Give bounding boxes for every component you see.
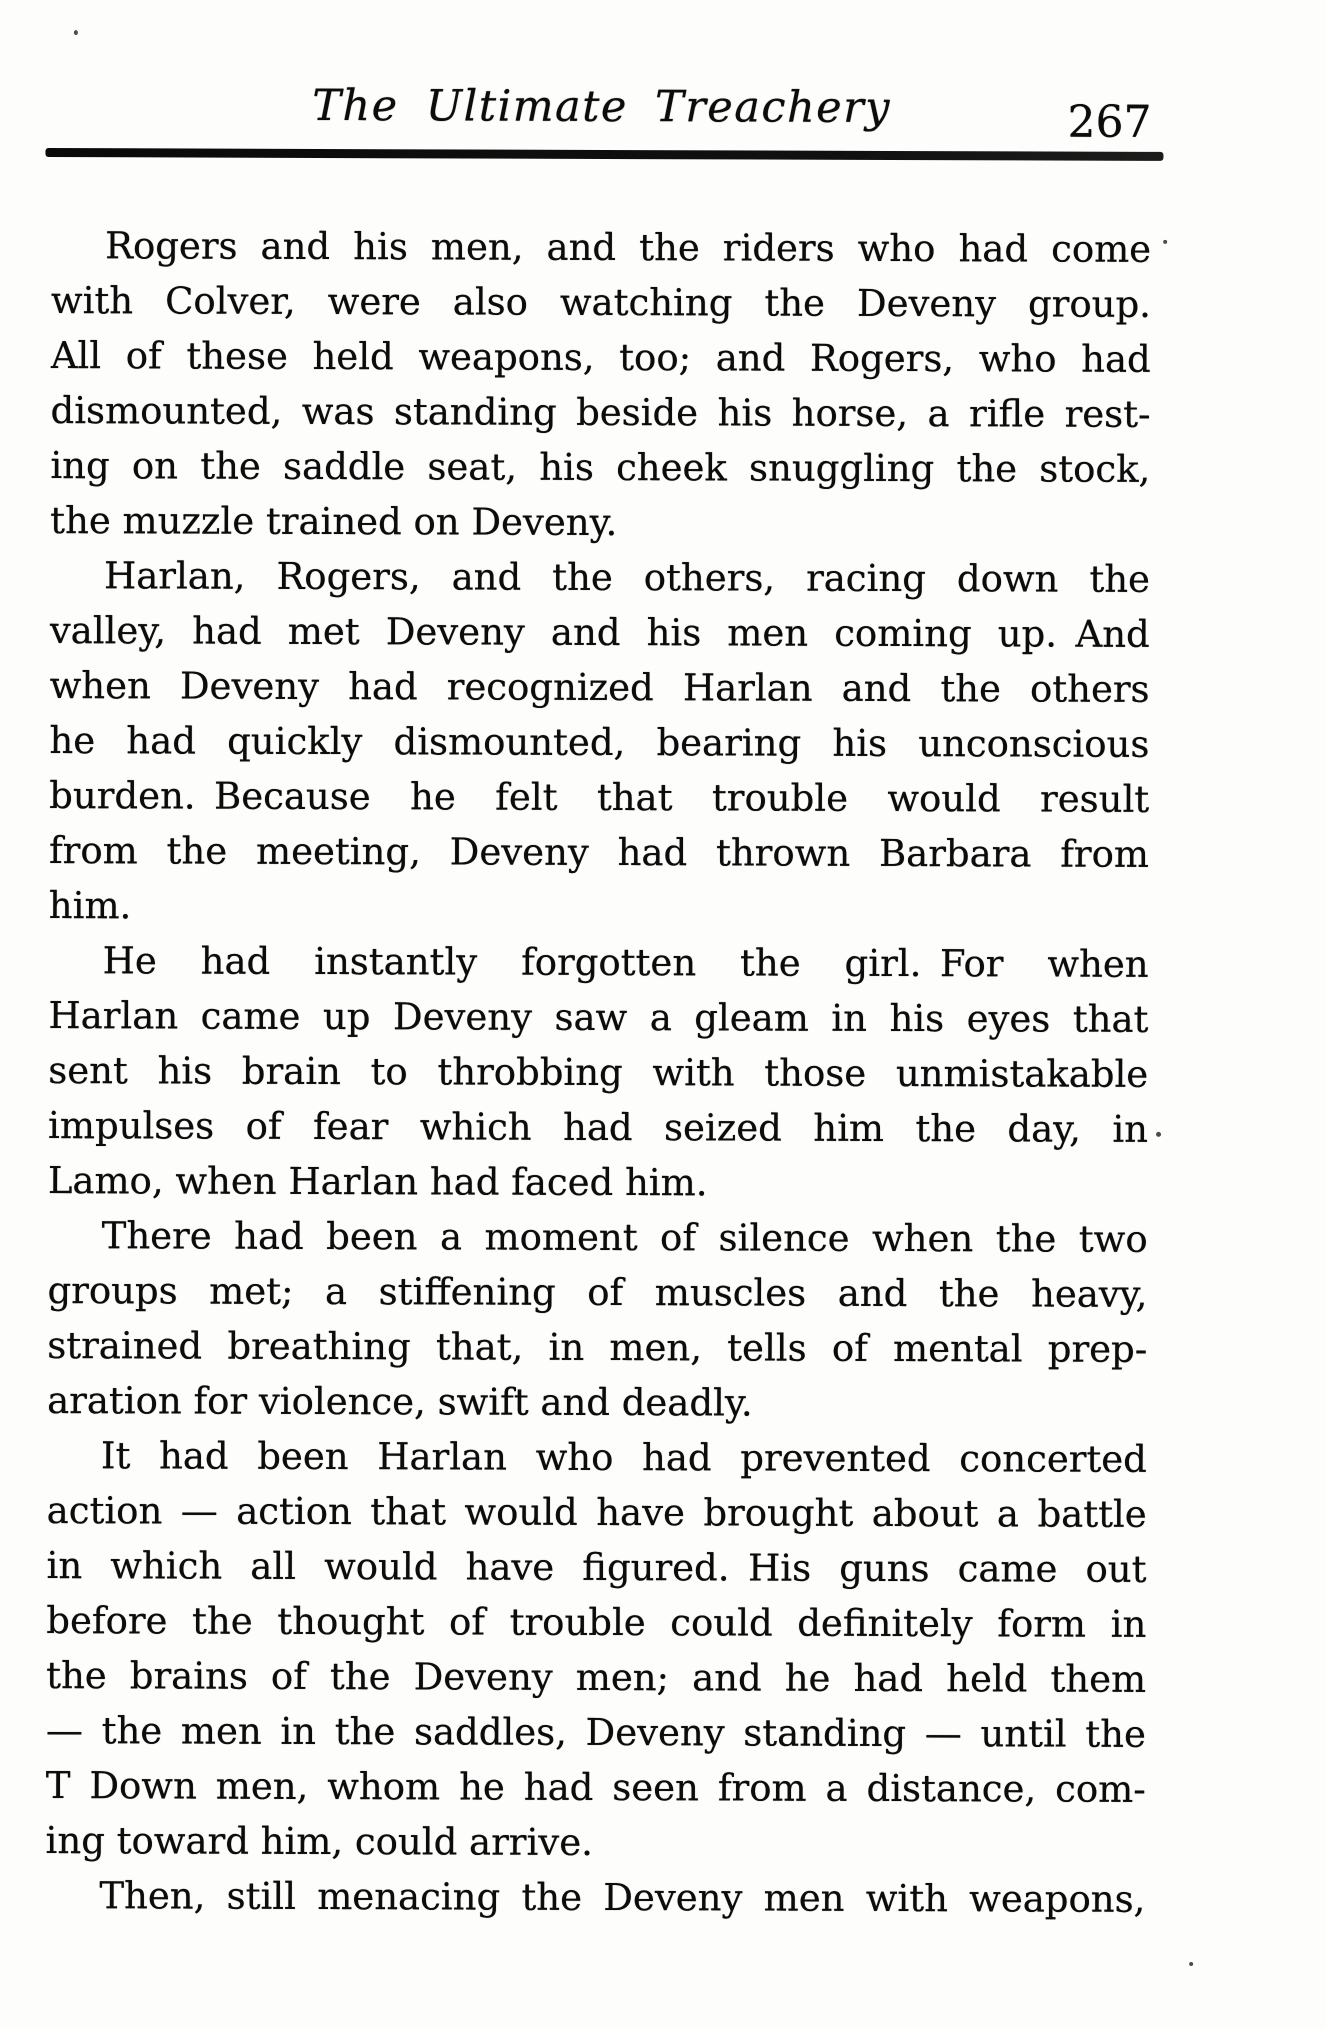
text-line: T Down men, whom he had seen from a distance, com- [45,1764,1146,1811]
text-line: from the meeting, Deveny had thrown Barbara from [48,829,1150,876]
text-line: strained breathing that, in men, tells of mental prep- [47,1324,1148,1371]
text-line: Lamo, when Harlan had faced him. [47,1159,708,1205]
text-line: action — action that would have brought about a battle [46,1489,1147,1536]
text-line: when Deveny had recognized Harlan and the others [49,664,1150,711]
running-head-title: The Ultimate Treachery [312,80,892,133]
text-line: ing on the saddle seat, his cheek snuggling the stock, [50,444,1151,491]
text-line: the muzzle trained on Deveny. [50,499,618,545]
text-line: impulses of fear which had seized him the day, in [47,1104,1149,1151]
text-line: valley, had met Deveny and his men coming up. And [49,609,1150,656]
page-number: 267 [1067,96,1152,148]
text-line: with Colver, were also watching the Deveny group. [50,279,1152,326]
text-line: before the thought of trouble could definitely form in [46,1599,1147,1646]
text-line: in which all would have figured. His guns came out [46,1544,1147,1591]
text-line: he had quickly dismounted, bearing his unconscious [49,719,1150,766]
text-line: the brains of the Deveny men; and he had held them [46,1654,1147,1701]
text-line: Rogers and his men, and the riders who had come [105,224,1152,271]
text-line: aration for violence, swift and deadly. [47,1379,753,1425]
text-line: It had been Harlan who had prevented concerted [100,1434,1147,1481]
text-line: Harlan came up Deveny saw a gleam in his eyes that [48,994,1149,1041]
scan-speck [1189,1962,1193,1966]
text-line: burden. Because he felt that trouble would result [49,774,1150,821]
text-line: groups met; a stiffening of muscles and the heavy, [47,1269,1148,1316]
scan-speck [1163,240,1167,244]
text-line: All of these held weapons, too; and Rogers, who had [50,334,1151,381]
text-line: Then, still menacing the Deveny men with weapons, [99,1874,1146,1921]
page-body [45,218,1151,1927]
text-line: Harlan, Rogers, and the others, racing down the [103,554,1151,601]
header-rule [45,148,1163,161]
text-line: sent his brain to throbbing with those unmistakable [48,1049,1149,1096]
text-line: There had been a moment of silence when the two [101,1214,1148,1261]
text-line: him. [48,884,132,928]
text-line: ing toward him, could arrive. [45,1819,593,1864]
text-line: dismounted, was standing beside his horse, a rifle rest- [50,389,1151,436]
text-line: — the men in the saddles, Deveny standing — until the [45,1709,1147,1756]
text-line: He had instantly forgotten the girl. For when [102,939,1149,986]
scan-speck [74,30,78,35]
scan-speck [1156,1132,1161,1137]
